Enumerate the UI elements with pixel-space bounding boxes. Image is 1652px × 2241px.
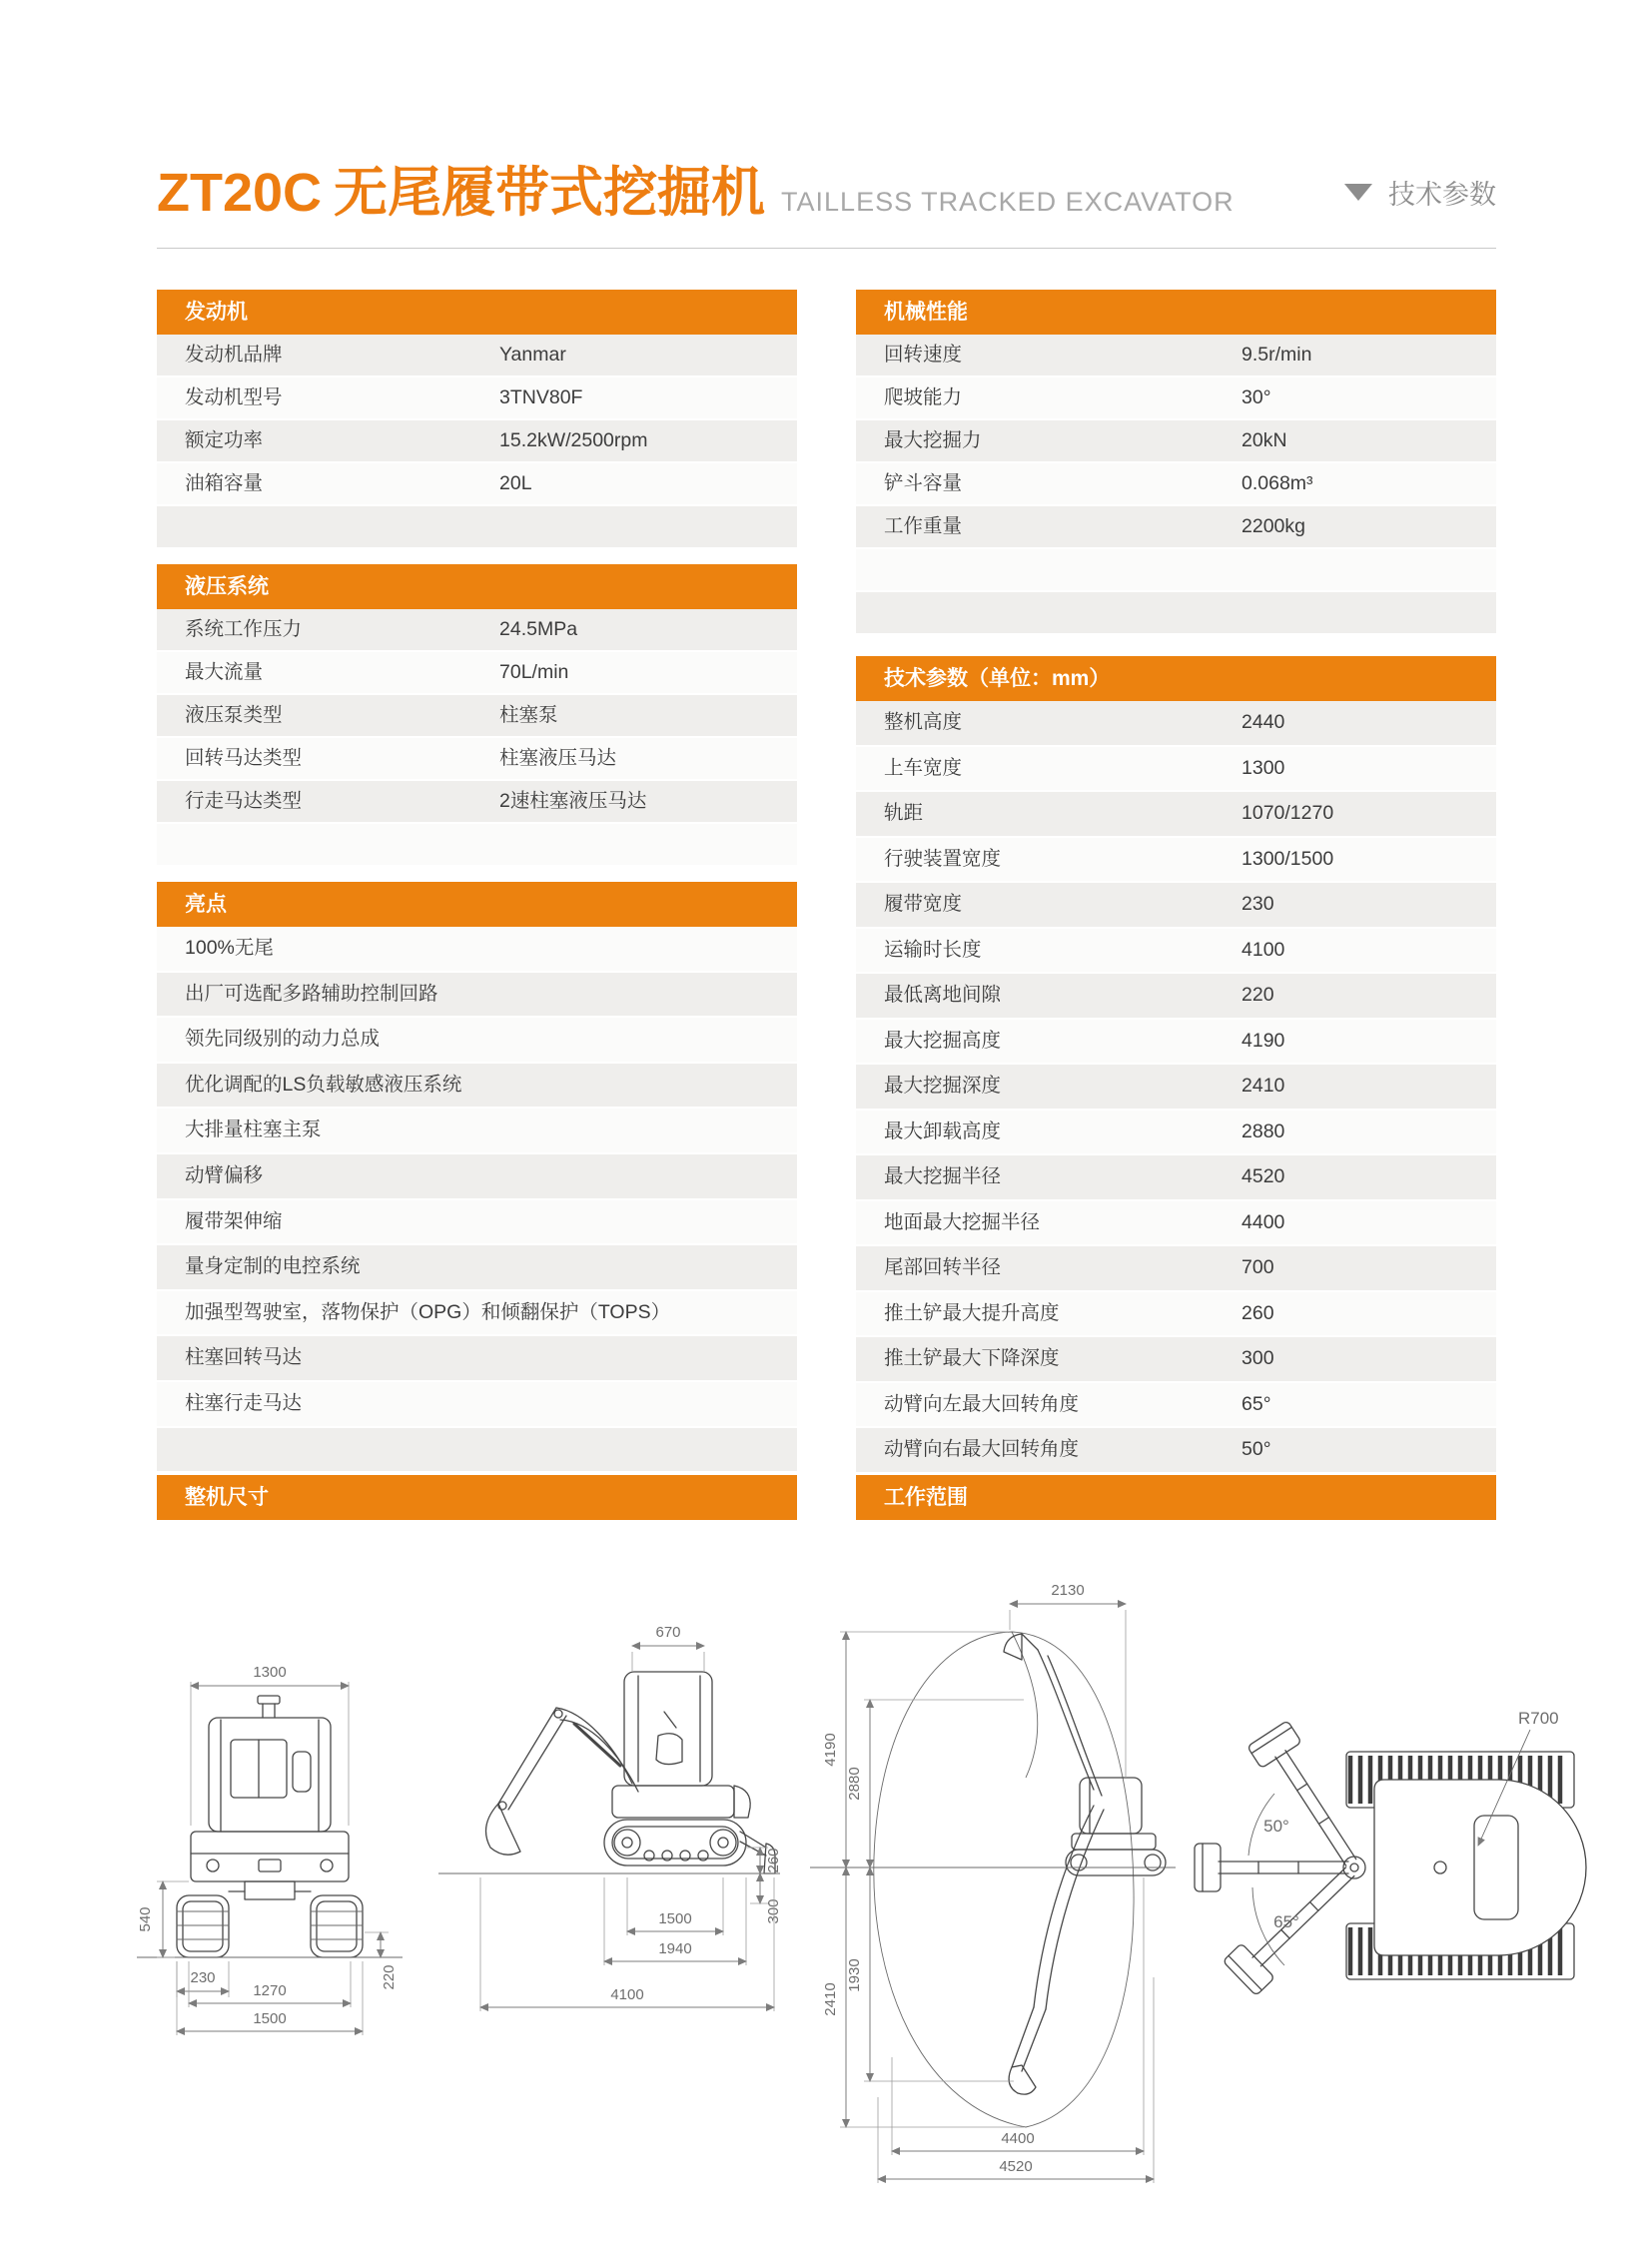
- hydraulic-section: [157, 564, 797, 867]
- dim-max-dig-height: 4190: [822, 1733, 839, 1767]
- spacer-row: [856, 592, 1496, 635]
- spec-row: [856, 1292, 1496, 1338]
- left-column: [157, 290, 797, 1520]
- spec-row: [157, 463, 797, 506]
- dim-blade-depth: 300: [765, 1898, 782, 1924]
- spec-value: 柱塞泵: [499, 704, 558, 726]
- highlight-item: [157, 973, 797, 1019]
- engine-section: [157, 290, 797, 549]
- spec-value: 2880: [1241, 1120, 1285, 1142]
- spec-value: 9.5r/min: [1241, 344, 1312, 366]
- spec-value: 0.068m³: [1241, 472, 1313, 494]
- spec-row: [157, 420, 797, 463]
- spec-label: 履带宽度: [884, 893, 963, 915]
- spec-row: [856, 1201, 1496, 1247]
- spacer-row: [856, 549, 1496, 592]
- dim-chassis-height: 540: [137, 1906, 154, 1932]
- front-view-diagram: [125, 1656, 414, 2055]
- spec-label: 最低离地间隙: [884, 984, 1002, 1006]
- spec-label: 系统工作压力: [185, 618, 303, 640]
- highlight-item: [157, 1291, 797, 1337]
- spec-value: Yanmar: [499, 344, 566, 366]
- spec-value: 1300/1500: [1241, 847, 1334, 870]
- spec-value: 1070/1270: [1241, 802, 1334, 824]
- spec-value: 2200kg: [1241, 515, 1305, 537]
- spec-row: [856, 1111, 1496, 1156]
- section-header: 液压系统: [157, 564, 797, 609]
- spec-row: [856, 792, 1496, 838]
- spec-value: 220: [1241, 984, 1274, 1006]
- dim-top-width: 2130: [1051, 1582, 1085, 1599]
- spec-value: 260: [1241, 1301, 1274, 1324]
- spec-value: 2410: [1241, 1075, 1285, 1097]
- spec-label: 发动机品牌: [185, 344, 283, 366]
- corner-tech-label: [1344, 173, 1496, 212]
- spec-row: [856, 1246, 1496, 1292]
- spec-row: [856, 838, 1496, 884]
- dim-max-dump-height: 2880: [846, 1767, 863, 1801]
- spec-row: [856, 747, 1496, 793]
- spec-value: 1300: [1241, 756, 1285, 779]
- highlight-item: [157, 1018, 797, 1064]
- tech-params-section: [856, 656, 1496, 1474]
- dim-max-dig-depth: 2410: [822, 1982, 839, 2016]
- spec-label: 最大挖掘高度: [884, 1029, 1002, 1052]
- front-view-dimensions: [137, 1664, 398, 2035]
- spec-label: 铲斗容量: [884, 472, 963, 494]
- spec-label: 履带架伸缩: [185, 1209, 283, 1232]
- spec-row: [856, 974, 1496, 1020]
- spec-row: [856, 1337, 1496, 1383]
- dim-overall-width: 1300: [253, 1664, 287, 1681]
- spec-label: 大排量柱塞主泵: [185, 1119, 322, 1141]
- spec-label: 液压泵类型: [185, 704, 283, 726]
- dim-transport-length: 4100: [610, 1986, 644, 2003]
- spec-row: [157, 609, 797, 652]
- spec-label: 柱塞回转马达: [185, 1346, 303, 1369]
- dim-ground-dig-radius: 4400: [1001, 2130, 1035, 2147]
- page-header: [157, 150, 1496, 222]
- spec-row: [157, 695, 797, 738]
- section-header-work-range: 工作范围: [856, 1475, 1496, 1520]
- spec-row: [856, 1383, 1496, 1429]
- spec-value: 30°: [1241, 386, 1271, 408]
- spec-value: 50°: [1241, 1438, 1271, 1460]
- working-range-dimensions: [822, 1582, 1154, 2183]
- dim-track-wheelbase: 1500: [658, 1910, 692, 1927]
- dimension-diagrams: [0, 1538, 1652, 2241]
- spec-value: 4190: [1241, 1029, 1285, 1052]
- spec-label: 柱塞行走马达: [185, 1391, 303, 1414]
- spec-label: 运输时长度: [884, 938, 982, 961]
- label-tail-radius: R700: [1518, 1709, 1559, 1728]
- spacer-row: [157, 506, 797, 549]
- spec-row: [856, 701, 1496, 747]
- highlight-item: [157, 1245, 797, 1291]
- spec-value: 15.2kW/2500rpm: [499, 429, 648, 451]
- spec-label: 推土铲最大提升高度: [884, 1301, 1060, 1324]
- spec-value: 300: [1241, 1347, 1274, 1369]
- spec-row: [856, 335, 1496, 377]
- side-view-diagram: [424, 1616, 794, 2055]
- top-view-drawing: [1195, 1721, 1586, 1996]
- spec-label: 整机高度: [884, 711, 963, 733]
- spec-label: 尾部回转半径: [884, 1256, 1002, 1278]
- front-view-drawing: [177, 1696, 363, 1957]
- spec-label: 动臂向右最大回转角度: [884, 1438, 1080, 1460]
- spec-row: [157, 377, 797, 420]
- spec-label: 工作重量: [884, 515, 963, 537]
- spec-value: 700: [1241, 1256, 1274, 1278]
- right-column: [856, 290, 1496, 1520]
- triangle-down-icon: [1344, 184, 1372, 201]
- spec-value: 20L: [499, 472, 532, 494]
- spec-value: 4100: [1241, 938, 1285, 961]
- spec-label: 加强型驾驶室，落物保护（OPG）和倾翻保护（TOPS）: [185, 1300, 671, 1323]
- spec-label: 行走马达类型: [185, 790, 303, 812]
- spec-row: [856, 506, 1496, 549]
- spec-label: 动臂向左最大回转角度: [884, 1392, 1080, 1415]
- dim-track-overall-width: 1500: [253, 2010, 287, 2027]
- spec-label: 优化调配的LS负载敏感液压系统: [185, 1073, 462, 1096]
- spec-value: 230: [1241, 893, 1274, 915]
- header-divider: [157, 248, 1496, 249]
- dim-max-dig-radius: 4520: [999, 2158, 1033, 2175]
- spec-label: 爬坡能力: [884, 386, 963, 408]
- spec-row: [856, 463, 1496, 506]
- highlight-item: [157, 1336, 797, 1382]
- spec-label: 最大流量: [185, 661, 264, 683]
- spec-row: [157, 738, 797, 781]
- spec-label: 领先同级别的动力总成: [185, 1028, 381, 1051]
- spec-value: 4400: [1241, 1210, 1285, 1233]
- spec-label: 动臂偏移: [185, 1163, 264, 1186]
- highlight-item: [157, 1064, 797, 1110]
- section-header: 机械性能: [856, 290, 1496, 335]
- label-swing-up-angle: 50°: [1263, 1817, 1289, 1836]
- spec-label: 发动机型号: [185, 386, 283, 408]
- performance-section: [856, 290, 1496, 635]
- dim-cab-width: 670: [655, 1624, 681, 1641]
- spec-value: 4520: [1241, 1165, 1285, 1187]
- model-code: ZT20C: [157, 163, 323, 223]
- spec-label: 回转速度: [884, 344, 963, 366]
- side-view-drawing: [486, 1672, 776, 1873]
- working-range-drawing: [874, 1632, 1166, 2127]
- section-header-dimensions: 整机尺寸: [157, 1475, 797, 1520]
- spec-row: [856, 420, 1496, 463]
- dim-track-length: 1940: [658, 1940, 692, 1957]
- spec-row: [157, 652, 797, 695]
- corner-label-text: 技术参数: [1388, 180, 1496, 210]
- page-title-cn: 无尾履带式挖掘机: [334, 163, 766, 223]
- spec-label: 出厂可选配多路辅助控制回路: [185, 982, 438, 1005]
- highlight-item: [157, 1200, 797, 1246]
- spec-row: [856, 377, 1496, 420]
- dim-vertical-dig-depth: 1930: [846, 1958, 863, 1992]
- dim-blade-lift: 260: [765, 1848, 782, 1873]
- spec-label: 100%无尾: [185, 937, 274, 959]
- dim-track-gauge: 1270: [253, 1982, 287, 1999]
- spec-value: 70L/min: [499, 661, 569, 683]
- spec-label: 最大挖掘力: [884, 429, 982, 451]
- spec-value: 24.5MPa: [499, 618, 578, 640]
- spec-label: 额定功率: [185, 429, 264, 451]
- spec-label: 回转马达类型: [185, 747, 303, 769]
- spec-label: 最大卸载高度: [884, 1120, 1002, 1142]
- dim-ground-clearance: 220: [381, 1964, 398, 1990]
- top-view-diagram: [1179, 1676, 1608, 2105]
- spacer-row: [157, 824, 797, 867]
- spec-row: [856, 883, 1496, 929]
- highlight-item: [157, 1154, 797, 1200]
- spec-label: 上车宽度: [884, 756, 963, 779]
- spec-row: [856, 929, 1496, 975]
- spec-row: [856, 1155, 1496, 1201]
- spec-row: [157, 335, 797, 377]
- highlight-item: [157, 1109, 797, 1154]
- spec-value: 3TNV80F: [499, 386, 583, 408]
- spec-label: 地面最大挖掘半径: [884, 1210, 1041, 1233]
- section-header: 发动机: [157, 290, 797, 335]
- section-header: 技术参数（单位：mm）: [856, 656, 1496, 701]
- spacer-row: [157, 1428, 797, 1474]
- spec-value: 2440: [1241, 711, 1285, 733]
- section-header: 亮点: [157, 882, 797, 927]
- spec-value: 柱塞液压马达: [499, 747, 617, 769]
- spec-label: 轨距: [884, 802, 924, 824]
- highlight-item: [157, 927, 797, 973]
- spec-row: [157, 781, 797, 824]
- label-swing-down-angle: 65°: [1273, 1912, 1299, 1931]
- working-range-diagram: [794, 1538, 1184, 2187]
- dim-track-shoe-width: 230: [190, 1969, 216, 1986]
- spec-value: 20kN: [1241, 429, 1287, 451]
- spec-label: 最大挖掘深度: [884, 1075, 1002, 1097]
- spec-label: 最大挖掘半径: [884, 1165, 1002, 1187]
- highlight-item: [157, 1382, 797, 1428]
- spec-label: 推土铲最大下降深度: [884, 1347, 1060, 1369]
- highlights-section: [157, 882, 797, 1473]
- spec-value: 2速柱塞液压马达: [499, 790, 647, 812]
- spec-row: [856, 1065, 1496, 1111]
- spec-row: [856, 1428, 1496, 1474]
- spec-label: 行驶装置宽度: [884, 847, 1002, 870]
- spec-label: 油箱容量: [185, 472, 264, 494]
- spec-row: [856, 1020, 1496, 1066]
- spec-value: 65°: [1241, 1392, 1271, 1415]
- page-title-en: TAILLESS TRACKED EXCAVATOR: [781, 187, 1235, 217]
- spec-label: 量身定制的电控系统: [185, 1255, 361, 1278]
